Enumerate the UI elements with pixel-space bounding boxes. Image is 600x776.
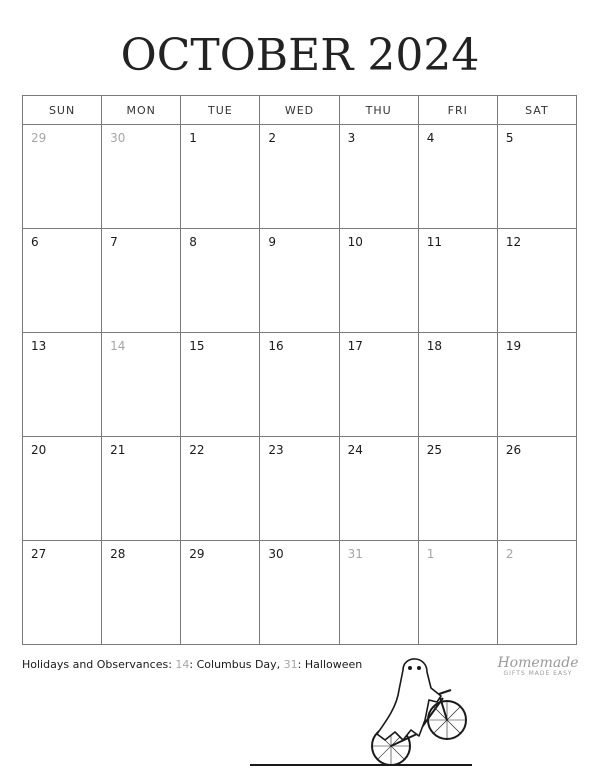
day-number: 9 (268, 235, 277, 249)
day-number: 19 (505, 339, 522, 353)
day-number: 24 (347, 443, 363, 457)
calendar-day-cell[interactable] (260, 333, 339, 437)
calendar-week-row (23, 229, 577, 333)
calendar-week-row (23, 333, 577, 437)
day-number: 16 (268, 339, 284, 353)
day-number: 11 (426, 235, 442, 249)
calendar-day-cell[interactable] (497, 541, 576, 645)
calendar-day-cell[interactable] (181, 229, 260, 333)
calendar-day-cell[interactable] (260, 437, 339, 541)
ghost-on-bicycle-icon (355, 650, 475, 770)
calendar-week-row (23, 125, 577, 229)
day-number: 29 (31, 131, 47, 145)
day-number: 26 (505, 443, 522, 457)
day-number: 8 (189, 235, 197, 249)
calendar-title: OCTOBER 2024 (120, 30, 480, 81)
day-number: 30 (110, 131, 126, 145)
calendar-day-cell[interactable] (418, 333, 497, 437)
day-number: 4 (426, 131, 435, 145)
calendar-day-cell[interactable] (497, 333, 576, 437)
weekday-header-fri: FRI (418, 96, 497, 125)
calendar-day-cell[interactable] (181, 125, 260, 229)
calendar-day-cell[interactable] (339, 125, 418, 229)
holidays-label: Holidays and Observances: (22, 658, 172, 671)
day-number: 22 (189, 443, 205, 457)
calendar-day-cell[interactable] (102, 333, 181, 437)
calendar-day-cell[interactable] (102, 125, 181, 229)
calendar-day-cell[interactable] (260, 229, 339, 333)
calendar-day-cell[interactable] (181, 333, 260, 437)
weekday-header-row (23, 96, 577, 125)
brand-logo (488, 655, 588, 677)
calendar-day-cell[interactable] (418, 229, 497, 333)
calendar-day-cell[interactable] (181, 541, 260, 645)
day-number: 3 (347, 131, 356, 145)
day-number: 5 (505, 131, 514, 145)
calendar-body (23, 125, 577, 645)
day-number: 31 (347, 547, 363, 561)
day-number: 13 (31, 339, 47, 353)
calendar-day-cell[interactable] (102, 541, 181, 645)
calendar-day-cell[interactable] (23, 333, 102, 437)
holidays-list: 14: Columbus Day, 31: Halloween (175, 658, 363, 671)
calendar-day-cell[interactable] (102, 437, 181, 541)
calendar-day-cell[interactable] (339, 541, 418, 645)
day-number: 10 (347, 235, 363, 249)
weekday-header-wed: WED (260, 96, 339, 125)
brand-name: Homemade (497, 655, 579, 671)
weekday-header-mon: MON (102, 96, 181, 125)
calendar-day-cell[interactable] (23, 437, 102, 541)
weekday-header-sat: SAT (497, 96, 576, 125)
calendar-day-cell[interactable] (339, 229, 418, 333)
day-number: 25 (426, 443, 442, 457)
calendar-week-row (23, 437, 577, 541)
calendar-day-cell[interactable] (339, 437, 418, 541)
calendar-day-cell[interactable] (497, 125, 576, 229)
day-number: 15 (189, 339, 205, 353)
holiday-separator: , (276, 658, 281, 671)
day-number: 12 (505, 235, 522, 249)
day-number: 18 (426, 339, 442, 353)
day-number: 7 (110, 235, 118, 249)
calendar-day-cell[interactable] (497, 437, 576, 541)
day-number: 21 (110, 443, 126, 457)
calendar-day-cell[interactable] (497, 229, 576, 333)
weekday-header-sun: SUN (23, 96, 102, 125)
day-number: 30 (268, 547, 284, 561)
day-number: 29 (189, 547, 205, 561)
calendar-day-cell[interactable] (418, 541, 497, 645)
holiday-date: 14 (175, 658, 190, 671)
holiday-name: Halloween (304, 658, 363, 671)
day-number: 17 (347, 339, 363, 353)
holiday-date: 31 (283, 658, 298, 671)
calendar-day-cell[interactable] (23, 541, 102, 645)
day-number: 23 (268, 443, 284, 457)
calendar-day-cell[interactable] (181, 437, 260, 541)
brand-tagline: GIFTS MADE EASY (503, 670, 573, 677)
calendar-day-cell[interactable] (260, 125, 339, 229)
calendar-day-cell[interactable] (23, 125, 102, 229)
day-number: 1 (189, 131, 197, 145)
calendar-day-cell[interactable] (102, 229, 181, 333)
day-number: 20 (31, 443, 47, 457)
calendar-day-cell[interactable] (418, 437, 497, 541)
day-number: 2 (268, 131, 277, 145)
calendar-week-row (23, 541, 577, 645)
weekday-header-tue: TUE (181, 96, 260, 125)
day-number: 14 (110, 339, 126, 353)
calendar-grid (22, 95, 577, 645)
day-number: 28 (110, 547, 126, 561)
holidays-footer (22, 658, 362, 671)
day-number: 2 (505, 547, 514, 561)
calendar-day-cell[interactable] (23, 229, 102, 333)
holiday-name: Columbus Day (196, 658, 277, 671)
calendar-day-cell[interactable] (260, 541, 339, 645)
calendar-day-cell[interactable] (418, 125, 497, 229)
ground-line (250, 764, 472, 766)
day-number: 1 (426, 547, 435, 561)
day-number: 27 (31, 547, 47, 561)
day-number: 6 (31, 235, 39, 249)
weekday-header-thu: THU (339, 96, 418, 125)
calendar-day-cell[interactable] (339, 333, 418, 437)
